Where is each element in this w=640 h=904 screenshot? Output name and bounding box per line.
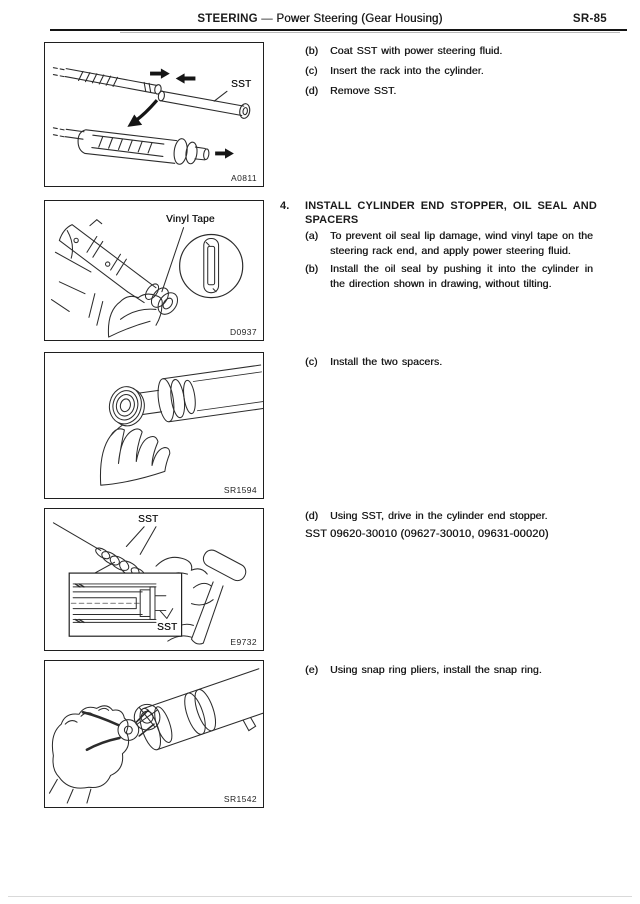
header-dash: — bbox=[261, 13, 273, 25]
figure-box-e9732 bbox=[44, 508, 264, 651]
step3-substep-c bbox=[305, 64, 593, 79]
sst-part-number: SST 09620-30010 (09627-30010, 09631-00020) bbox=[305, 528, 549, 540]
figure-code: A0811 bbox=[231, 173, 257, 183]
page-number: SR-85 bbox=[572, 13, 607, 25]
footer-rule bbox=[8, 896, 632, 897]
step4-substep-c bbox=[305, 355, 593, 370]
substep-text: To prevent oil seal lip damage, wind vinyl tape on the steering rack end, and apply power steering fluid. bbox=[330, 230, 593, 257]
substep-id: (c) bbox=[305, 65, 318, 77]
substep-id: (c) bbox=[305, 356, 318, 368]
step4-substep-b bbox=[305, 262, 593, 292]
header-rule bbox=[50, 29, 627, 31]
step3-substep-b bbox=[305, 44, 593, 59]
oil-seal-install-illustration bbox=[45, 353, 263, 498]
sst-label: SST bbox=[231, 79, 252, 90]
figure-box-d0937 bbox=[44, 200, 264, 341]
substep-text: Remove SST. bbox=[330, 85, 397, 97]
header-section: STEERING bbox=[197, 13, 258, 25]
substep-text: Using snap ring pliers, install the snap ring. bbox=[330, 664, 542, 676]
substep-text: Install the two spacers. bbox=[330, 356, 443, 368]
substep-text: Coat SST with power steering fluid. bbox=[330, 45, 503, 57]
substep-id: (a) bbox=[305, 230, 319, 242]
step4-substep-a bbox=[305, 229, 593, 259]
page-header bbox=[0, 13, 640, 25]
substep-text: Install the oil seal by pushing it into the cylinder in the direction shown in drawing, without tilting. bbox=[330, 263, 593, 290]
figure-box-sr1542 bbox=[44, 660, 264, 808]
figure-code: D0937 bbox=[229, 327, 257, 337]
figure-code: E9732 bbox=[230, 637, 257, 647]
header-rule-shadow bbox=[120, 32, 620, 33]
substep-text: Insert the rack into the cylinder. bbox=[330, 65, 484, 77]
step4-substep-d bbox=[305, 509, 593, 524]
substep-text: Using SST, drive in the cylinder end stopper. bbox=[330, 510, 548, 522]
rack-and-sst-illustration bbox=[45, 43, 263, 186]
figure-box-a0811 bbox=[44, 42, 264, 187]
step-number: 4. bbox=[280, 200, 290, 212]
sst-label-bottom: SST bbox=[157, 622, 178, 633]
step4-substep-e bbox=[305, 663, 593, 678]
figure-code: SR1594 bbox=[223, 485, 257, 495]
substep-id: (b) bbox=[305, 45, 319, 57]
step4-heading bbox=[280, 199, 597, 227]
substep-id: (b) bbox=[305, 263, 319, 275]
sst-label-top: SST bbox=[138, 514, 159, 525]
figure-code: SR1542 bbox=[223, 794, 257, 804]
substep-id: (e) bbox=[305, 664, 319, 676]
sst-drive-in-illustration bbox=[45, 509, 263, 650]
vinyl-tape-label: Vinyl Tape bbox=[166, 214, 215, 225]
step3-substep-d bbox=[305, 84, 593, 99]
substep-id: (d) bbox=[305, 85, 319, 97]
step-title: INSTALL CYLINDER END STOPPER, OIL SEAL AND SPACERS bbox=[305, 200, 597, 226]
vinyl-tape-illustration bbox=[45, 201, 263, 340]
substep-id: (d) bbox=[305, 510, 319, 522]
figure-box-sr1594 bbox=[44, 352, 264, 499]
snap-ring-pliers-illustration bbox=[45, 661, 263, 807]
header-subtitle: Power Steering (Gear Housing) bbox=[276, 13, 443, 25]
